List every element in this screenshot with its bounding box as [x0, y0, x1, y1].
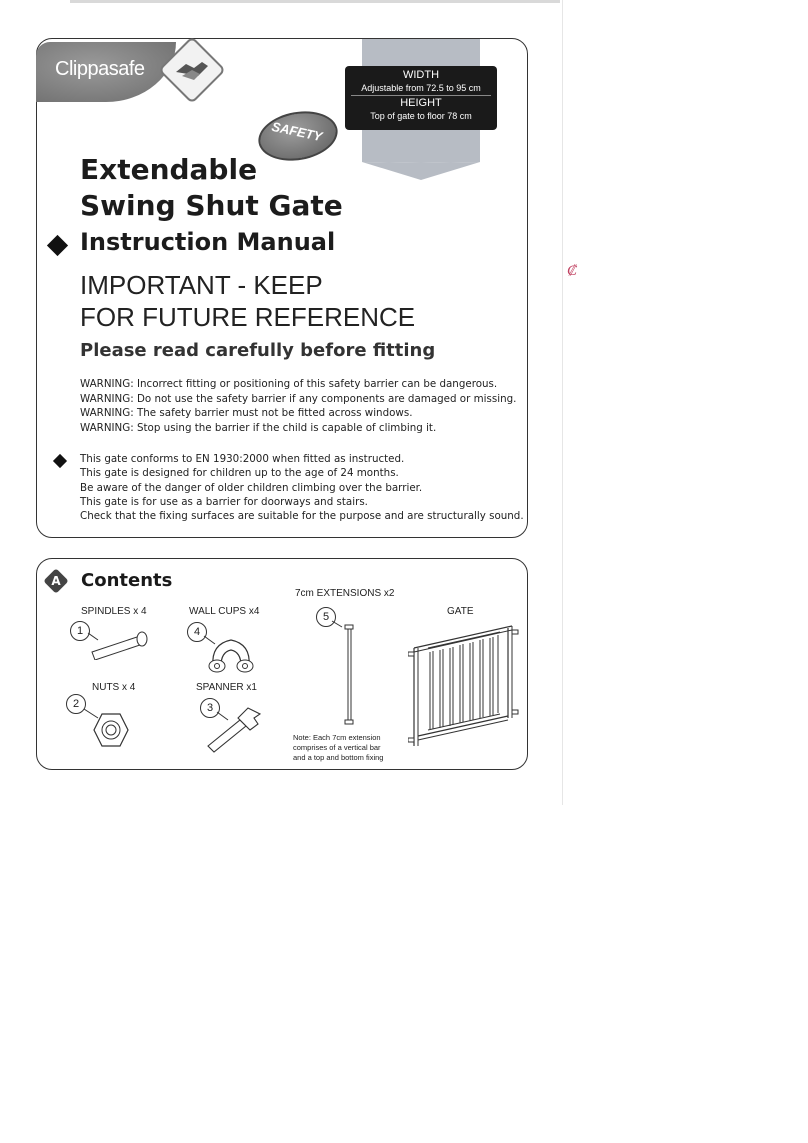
section-letter: A — [51, 574, 61, 588]
product-title-line2: Swing Shut Gate — [80, 189, 343, 222]
read-instruction: Please read carefully before fitting — [80, 340, 436, 361]
part-label-wall-cups: WALL CUPS x4 — [189, 606, 260, 617]
warning-item: WARNING: Incorrect fitting or positioning of this safety barrier can be dangerous. — [80, 378, 498, 390]
note-line: comprises of a vertical bar — [293, 743, 381, 752]
wall-cup-illustration — [187, 622, 277, 678]
spec-divider — [351, 95, 491, 96]
safety-badge-label: SAFETY — [270, 118, 324, 145]
part-label-gate: GATE — [447, 606, 474, 617]
handwritten-mark: ₡ — [567, 261, 578, 279]
info-item: This gate conforms to EN 1930:2000 when fitted as instructed. — [80, 453, 405, 465]
part-label-nuts: NUTS x 4 — [92, 682, 136, 693]
spindle-illustration — [70, 620, 155, 660]
extension-illustration — [316, 607, 366, 732]
part-number-2: 2 — [66, 694, 86, 714]
info-list — [80, 452, 524, 523]
height-value: Top of gate to floor 78 cm — [370, 111, 472, 121]
warning-item: WARNING: Stop using the barrier if the child is capable of climbing it. — [80, 421, 437, 434]
spec-box — [345, 66, 497, 130]
manual-title: Instruction Manual — [80, 228, 336, 256]
important-line2: FOR FUTURE REFERENCE — [80, 302, 416, 332]
info-item: Check that the fixing surfaces are suitable for the purpose and are structurally sound. — [80, 510, 524, 523]
info-item: This gate is for use as a barrier for doorways and stairs. — [80, 495, 368, 508]
part-label-extensions: 7cm EXTENSIONS x2 — [295, 588, 395, 599]
part-number-4: 4 — [187, 622, 207, 642]
part-number-3: 3 — [200, 698, 220, 718]
part-label-spanner: SPANNER x1 — [196, 682, 257, 693]
scan-top-edge — [70, 0, 560, 3]
info-item: Be aware of the danger of older children climbing over the barrier. — [80, 481, 423, 494]
note-line: Note: Each 7cm extension — [293, 733, 381, 742]
warning-item: WARNING: The safety barrier must not be fitted across windows. — [80, 407, 413, 419]
banner-tip — [362, 160, 480, 182]
important-line1: IMPORTANT - KEEP — [80, 270, 323, 300]
contents-title: Contents — [81, 570, 173, 591]
width-heading: WIDTH — [402, 69, 440, 81]
hands-logo-icon — [172, 54, 212, 84]
scan-page-edge — [562, 0, 563, 805]
part-number-5: 5 — [316, 607, 336, 627]
info-item: This gate is designed for children up to the age of 24 months. — [80, 467, 399, 480]
brand-logo-text: Clippasafe — [55, 58, 145, 80]
part-number-1: 1 — [70, 621, 90, 641]
part-label-spindles: SPINDLES x 4 — [81, 606, 147, 617]
nut-illustration — [66, 694, 146, 754]
warning-item: WARNING: Do not use the safety barrier if any components are damaged or missing. — [80, 392, 517, 405]
spanner-illustration — [200, 698, 270, 758]
warnings-list — [80, 377, 516, 435]
product-title-line1: Extendable — [80, 153, 258, 186]
height-heading: HEIGHT — [400, 97, 442, 109]
note-line: and a top and bottom fixing — [293, 753, 384, 762]
extension-note — [293, 733, 383, 763]
gate-illustration — [408, 618, 520, 752]
width-value: Adjustable from 72.5 to 95 cm — [361, 83, 481, 93]
